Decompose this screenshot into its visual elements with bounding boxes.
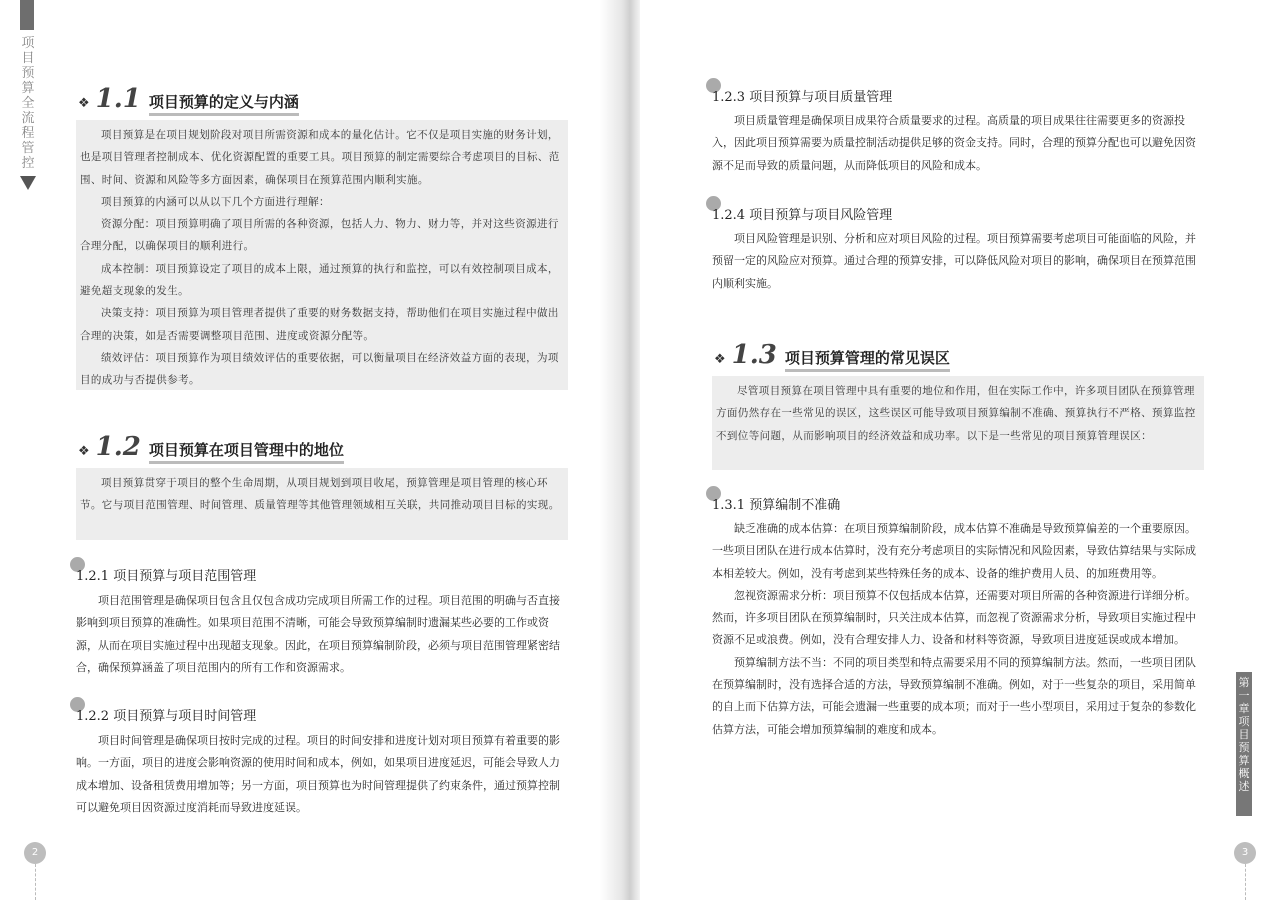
paragraph: 预算编制方法不当：不同的项目类型和特点需要采用不同的预算编制方法。然而，一些项目团队在预算编制时，没有选择合适的方法，导致预算编制不准确。例如，对于一些复杂的项目，采用简单的自上而下估算方法，可能会遗漏一些重要的成本项；而对于一些小型项目，采用过于复杂的参数化估算方法，可能会增加预算编制的难度和成本。: [712, 655, 1196, 736]
subsection-title: 1.2.1 项目预算与项目范围管理: [76, 569, 257, 584]
paragraph: 资源分配：项目预算明确了项目所需的各种资源，包括人力、物力、财力等，并对这些资源进行合理分配，以确保项目的顺利进行。: [80, 218, 559, 253]
paragraph: 项目风险管理是识别、分析和应对项目风险的过程。项目预算需要考虑项目可能面临的风险，并预留一定的风险应对预算。通过合理的预算安排，可以降低风险对项目的影响，确保项目在预算范围内顺利实施。: [712, 232, 1196, 290]
section-number: 1.1: [95, 84, 141, 114]
section-title: 项目预算在项目管理中的地位: [149, 439, 344, 464]
subsection-title: 1.3.1 预算编制不准确: [712, 498, 841, 513]
page-number: 3: [1234, 842, 1256, 864]
diamond-bullet-icon: ❖: [78, 96, 90, 111]
side-tab-marker: [20, 0, 34, 30]
subsection-heading-1-2-1: [76, 565, 256, 584]
section-heading-1-3: [714, 340, 950, 372]
subsection-1-2-4-body: [712, 228, 1204, 295]
section-1-3-body: [712, 376, 1204, 470]
side-running-title: 项目预算全流程管控: [21, 36, 35, 171]
section-title: 项目预算的定义与内涵: [149, 91, 299, 116]
section-1-2-body: [76, 468, 568, 540]
paragraph: 项目时间管理是确保项目按时完成的过程。项目的时间安排和进度计划对项目预算有着重要的影响。一方面，项目的进度会影响资源的使用时间和成本，例如，如果项目进度延迟，可能会导致人力成本增加、设备租赁费用增加等；另一方面，项目预算也为时间管理提供了约束条件，通过预算控制可以避免项目因资源过度消耗而导致进度延误。: [76, 734, 560, 814]
subsection-1-2-2-body: [76, 730, 568, 819]
paragraph: 项目预算贯穿于项目的整个生命周期，从项目规划到项目收尾，预算管理是项目管理的核心环节。它与项目范围管理、时间管理、质量管理等其他管理领域相互关联，共同推动项目目标的实现。: [80, 477, 560, 512]
subsection-heading-1-2-3: [712, 86, 892, 105]
subsection-heading-1-3-1: [712, 494, 840, 513]
subsection-1-3-1-body: [712, 518, 1204, 741]
diamond-bullet-icon: ❖: [78, 444, 90, 459]
page-number: 2: [24, 842, 46, 864]
page-number-line: [1245, 864, 1247, 900]
subsection-1-2-3-body: [712, 110, 1204, 177]
book-gutter: [600, 0, 640, 900]
triangle-down-icon: [20, 176, 36, 190]
section-number: 1.3: [731, 340, 777, 370]
page-number-line: [35, 864, 37, 900]
diamond-bullet-icon: ❖: [714, 352, 726, 367]
section-title: 项目预算管理的常见误区: [785, 347, 950, 372]
subsection-heading-1-2-2: [76, 705, 256, 724]
subsection-heading-1-2-4: [712, 204, 892, 223]
paragraph: 缺乏准确的成本估算：在项目预算编制阶段，成本估算不准确是导致预算偏差的一个重要原因。一些项目团队在进行成本估算时，没有充分考虑项目的实际情况和风险因素，导致估算结果与实际成本相差较大。例如，没有考虑到某些特殊任务的成本、设备的维护费用人员、的加班费用等。: [712, 522, 1196, 580]
section-number: 1.2: [95, 432, 141, 462]
paragraph: 尽管项目预算在项目管理中具有重要的地位和作用，但在实际工作中，许多项目团队在预算管理方面仍然存在一些常见的误区，这些误区可能导致项目预算编制不准确、预算执行不严格、预算监控不到位等问题，从而影响项目的经济效益和成功率。以下是一些常见的项目预算管理误区：: [716, 385, 1196, 442]
chapter-tab: 第一章 项目预算概述: [1236, 672, 1252, 816]
subsection-1-2-1-body: [76, 590, 568, 679]
paragraph: 忽视资源需求分析：项目预算不仅包括成本估算，还需要对项目所需的各种资源进行详细分析。然而，许多项目团队在预算编制时，只关注成本估算，而忽视了资源需求分析，导致项目实施过程中资源不足或浪费。例如，没有合理安排人力、设备和材料等资源，导致项目进度延误或成本增加。: [712, 588, 1196, 647]
section-heading-1-1: [78, 84, 299, 116]
subsection-title: 1.2.4 项目预算与项目风险管理: [712, 208, 893, 223]
paragraph: 项目范围管理是确保项目包含且仅包含成功完成项目所需工作的过程。项目范围的明确与否直接影响到项目预算的准确性。如果项目范围不清晰，可能会导致预算编制时遗漏某些必要的工作或资源，从而在项目实施过程中出现超支现象。因此，在项目预算编制阶段，必须与项目范围管理紧密结合，确保预算涵盖了项目范围内的所有工作和资源需求。: [76, 594, 560, 674]
paragraph: 决策支持：项目预算为项目管理者提供了重要的财务数据支持，帮助他们在项目实施过程中做出合理的决策，如是否需要调整项目范围、进度或资源分配等。: [80, 307, 559, 342]
subsection-title: 1.2.3 项目预算与项目质量管理: [712, 90, 893, 105]
paragraph: 项目预算的内涵可以从以下几个方面进行理解：: [101, 195, 330, 208]
paragraph: 成本控制：项目预算设定了项目的成本上限，通过预算的执行和监控，可以有效控制项目成本，避免超支现象的发生。: [80, 262, 559, 298]
right-page: [640, 0, 1280, 900]
paragraph: 项目预算是在项目规划阶段对项目所需资源和成本的量化估计。它不仅是项目实施的财务计划，也是项目管理者控制成本、优化资源配置的重要工具。项目预算的制定需要综合考虑项目的目标、范围、时间、资源和风险等多方面因素，确保项目在预算范围内顺利实施。: [80, 129, 560, 186]
section-heading-1-2: [78, 432, 344, 464]
paragraph: 绩效评估：项目预算作为项目绩效评估的重要依据，可以衡量项目在经济效益方面的表现，为项目的成功与否提供参考。: [80, 351, 559, 387]
subsection-title: 1.2.2 项目预算与项目时间管理: [76, 709, 257, 724]
left-page: [0, 0, 600, 900]
paragraph: 项目质量管理是确保项目成果符合质量要求的过程。高质量的项目成果往往需要更多的资源投入，因此项目预算需要为质量控制活动提供足够的资金支持。同时，合理的预算分配也可以避免因资源不足而导致的质量问题，从而降低项目的风险和成本。: [712, 114, 1196, 172]
section-1-1-body: [76, 120, 568, 390]
